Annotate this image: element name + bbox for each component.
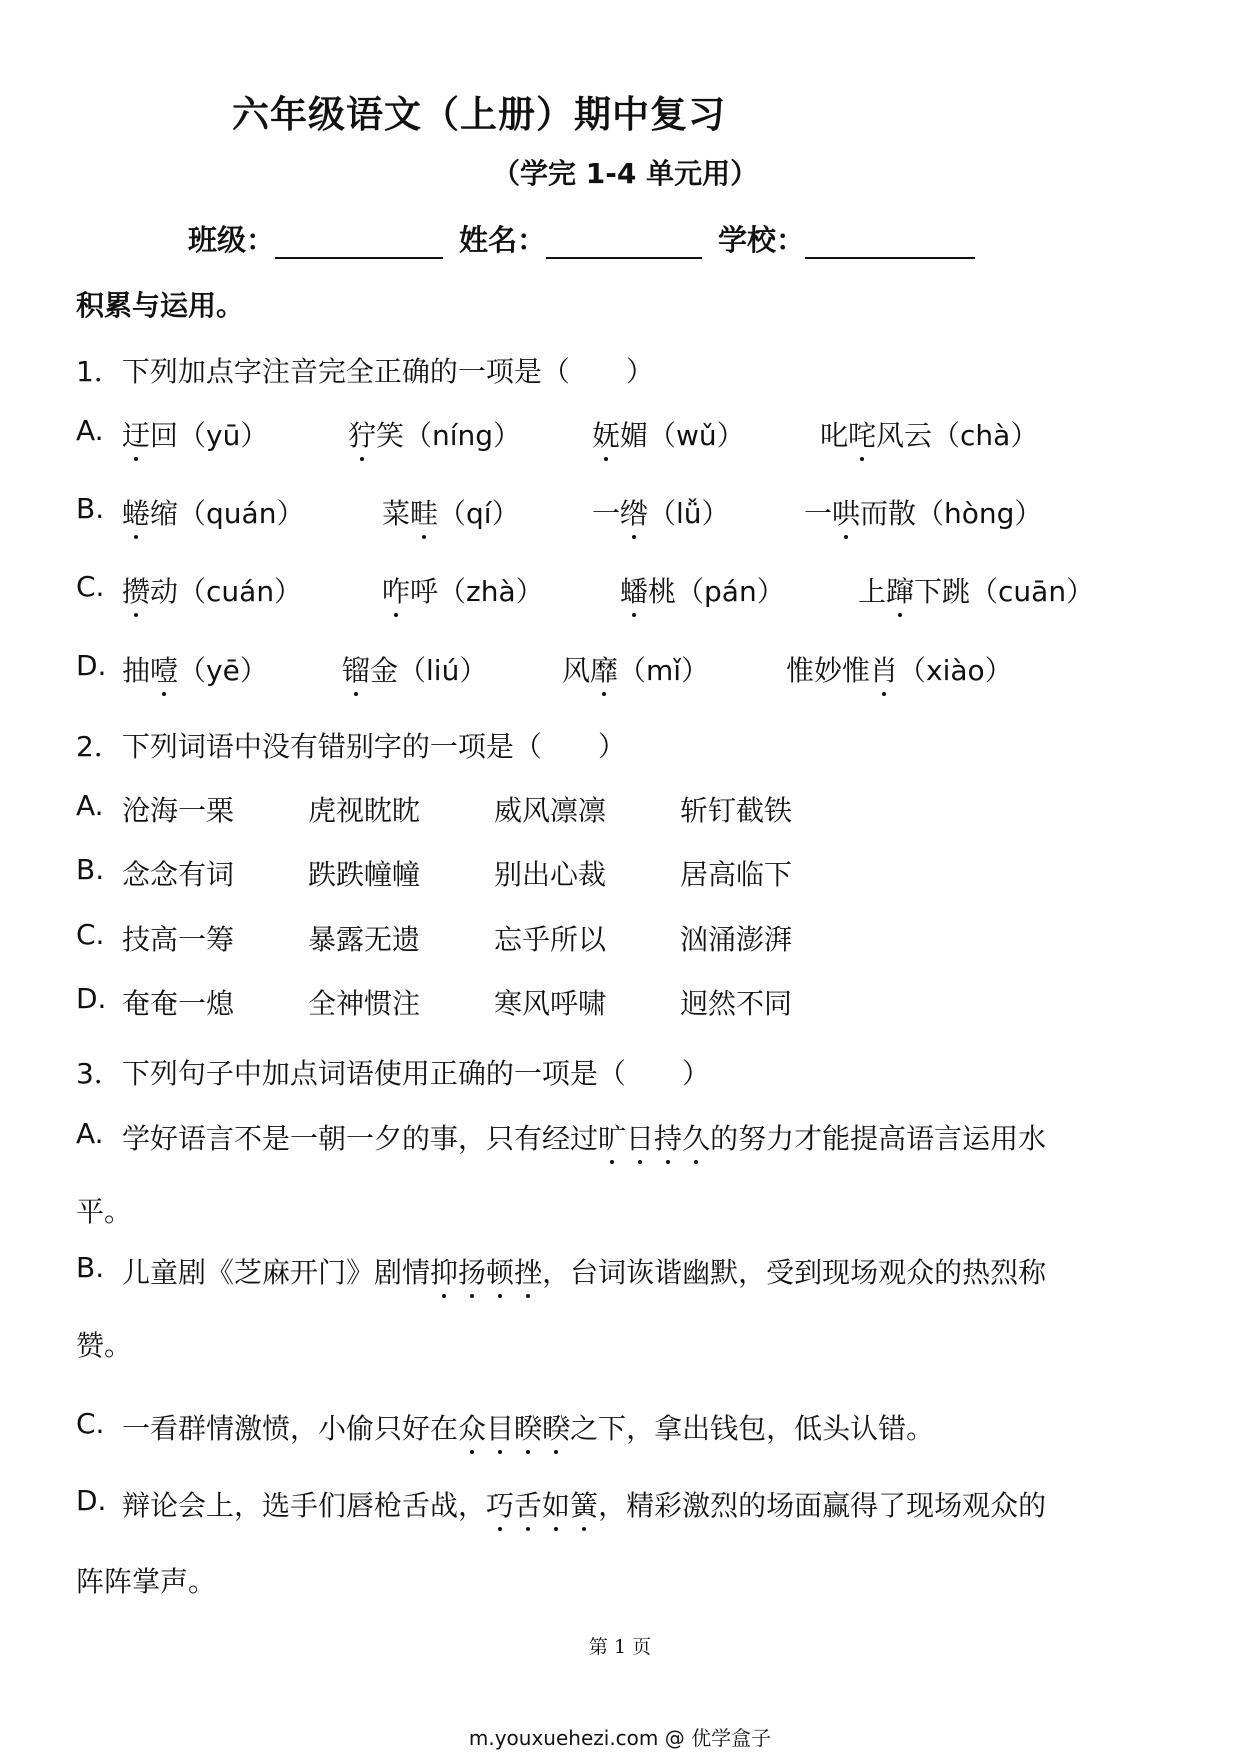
q2-word: 技高一筹 bbox=[122, 923, 235, 956]
school-label: 学校： bbox=[718, 223, 806, 257]
dotted-char: 巧 bbox=[486, 1484, 514, 1524]
q2-option-letter[interactable]: A. bbox=[76, 789, 104, 822]
q1-option-item: 迂回（yū） bbox=[122, 414, 268, 454]
q3-option-text: 学好语言不是一朝一夕的事，只有经过旷日持久的努力才能提高语言运用水 bbox=[122, 1117, 1046, 1157]
dotted-char: 如 bbox=[542, 1484, 570, 1524]
dotted-char: 蹿 bbox=[886, 570, 914, 610]
dotted-char: 妩 bbox=[592, 414, 620, 454]
q1-option-item: 咋呼（zhà） bbox=[382, 570, 544, 610]
q1-option-item: 上蹿下跳（cuān） bbox=[858, 570, 1094, 610]
q1-option-item: 抽噎（yē） bbox=[122, 649, 268, 689]
dotted-char: 绺 bbox=[620, 492, 648, 532]
dotted-char: 久 bbox=[682, 1117, 710, 1157]
dotted-char: 咋 bbox=[382, 570, 410, 610]
q1-option-letter[interactable]: D. bbox=[76, 649, 107, 682]
dotted-char: 舌 bbox=[514, 1484, 542, 1524]
q3-option-letter[interactable]: C. bbox=[76, 1407, 105, 1440]
dotted-char: 肖 bbox=[870, 649, 898, 689]
dotted-char: 哄 bbox=[832, 492, 860, 532]
q2-word: 忘乎所以 bbox=[494, 923, 607, 956]
dotted-char: 持 bbox=[654, 1117, 682, 1157]
q2-option-letter[interactable]: D. bbox=[76, 982, 107, 1015]
section-heading: 积累与运用。 bbox=[76, 289, 245, 322]
q1-option-letter[interactable]: C. bbox=[76, 570, 105, 603]
q2-word: 全神惯注 bbox=[308, 987, 421, 1020]
q1-option-item: 风靡（mǐ） bbox=[562, 649, 709, 689]
dotted-char: 咤 bbox=[848, 414, 876, 454]
dotted-char: 蟠 bbox=[620, 570, 648, 610]
q2-word: 暴露无遗 bbox=[308, 923, 421, 956]
dotted-char: 挫 bbox=[514, 1251, 542, 1291]
class-blank[interactable] bbox=[275, 227, 443, 259]
student-info-line bbox=[188, 218, 975, 259]
dotted-char: 睽 bbox=[542, 1407, 570, 1447]
q1-option-item: 菜畦（qí） bbox=[382, 492, 520, 532]
q1-option-item: 攒动（cuán） bbox=[122, 570, 302, 610]
dotted-char: 靡 bbox=[590, 649, 618, 689]
q2-word: 别出心裁 bbox=[494, 858, 607, 891]
footer-watermark: m.youxuehezi.com @ 优学盒子 bbox=[468, 1726, 772, 1750]
q2-word: 斩钉截铁 bbox=[680, 794, 793, 827]
q3-option-letter[interactable]: B. bbox=[76, 1251, 105, 1284]
dotted-char: 蜷 bbox=[122, 492, 150, 532]
page-number: 第 1 页 bbox=[588, 1636, 652, 1658]
page-subtitle: （学完 1-4 单元用） bbox=[492, 157, 759, 190]
dotted-char: 迂 bbox=[122, 414, 150, 454]
dotted-char: 簧 bbox=[570, 1484, 598, 1524]
dotted-char: 攒 bbox=[122, 570, 150, 610]
dotted-char: 旷 bbox=[598, 1117, 626, 1157]
q3-option-continuation: 平。 bbox=[76, 1195, 133, 1228]
dotted-char: 扬 bbox=[458, 1251, 486, 1291]
q3-option-letter[interactable]: A. bbox=[76, 1117, 104, 1150]
dotted-char: 众 bbox=[458, 1407, 486, 1447]
q2-word: 奄奄一熄 bbox=[122, 987, 235, 1020]
q3-option-text: 一看群情激愤，小偷只好在众目睽睽之下，拿出钱包，低头认错。 bbox=[122, 1407, 934, 1447]
q3-option-text: 辩论会上，选手们唇枪舌战，巧舌如簧，精彩激烈的场面赢得了现场观众的 bbox=[122, 1484, 1046, 1524]
name-label: 姓名： bbox=[459, 223, 547, 257]
q2-word: 念念有词 bbox=[122, 858, 235, 891]
dotted-char: 噎 bbox=[150, 649, 178, 689]
q3-stem: 3．下列句子中加点词语使用正确的一项是（ ） bbox=[76, 1057, 710, 1090]
q1-option-item: 蜷缩（quán） bbox=[122, 492, 304, 532]
class-label: 班级： bbox=[188, 223, 276, 257]
dotted-char: 镏 bbox=[342, 649, 370, 689]
q1-option-item: 狞笑（níng） bbox=[348, 414, 521, 454]
q1-option-item: 蟠桃（pán） bbox=[620, 570, 785, 610]
q2-option-letter[interactable]: C. bbox=[76, 918, 105, 951]
q3-option-continuation: 阵阵掌声。 bbox=[76, 1565, 217, 1598]
q1-option-item: 妩媚（wǔ） bbox=[592, 414, 745, 454]
page-title: 六年级语文（上册）期中复习 bbox=[232, 93, 726, 136]
dotted-char: 畦 bbox=[410, 492, 438, 532]
q1-option-item: 惟妙惟肖（xiào） bbox=[786, 649, 1013, 689]
q1-stem: 1．下列加点字注音完全正确的一项是（ ） bbox=[76, 355, 654, 388]
q2-word: 寒风呼啸 bbox=[494, 987, 607, 1020]
q2-word: 虎视眈眈 bbox=[308, 794, 421, 827]
q1-option-item: 一绺（lǚ） bbox=[592, 492, 730, 532]
q2-word: 威风凛凛 bbox=[494, 794, 607, 827]
q1-option-letter[interactable]: B. bbox=[76, 492, 105, 525]
q2-word: 汹涌澎湃 bbox=[680, 923, 793, 956]
q2-word: 迥然不同 bbox=[680, 987, 793, 1020]
dotted-char: 目 bbox=[486, 1407, 514, 1447]
q3-option-letter[interactable]: D. bbox=[76, 1484, 107, 1517]
name-blank[interactable] bbox=[546, 227, 702, 259]
q3-option-continuation: 赞。 bbox=[76, 1329, 133, 1362]
q2-word: 沧海一栗 bbox=[122, 794, 235, 827]
q1-option-item: 一哄而散（hòng） bbox=[804, 492, 1042, 532]
q2-stem: 2．下列词语中没有错别字的一项是（ ） bbox=[76, 730, 626, 763]
school-blank[interactable] bbox=[805, 227, 975, 259]
q1-option-item: 叱咤风云（chà） bbox=[820, 414, 1038, 454]
dotted-char: 狞 bbox=[348, 414, 376, 454]
dotted-char: 抑 bbox=[430, 1251, 458, 1291]
dotted-char: 顿 bbox=[486, 1251, 514, 1291]
q2-word: 居高临下 bbox=[680, 858, 793, 891]
dotted-char: 日 bbox=[626, 1117, 654, 1157]
q3-option-text: 儿童剧《芝麻开门》剧情抑扬顿挫，台词诙谐幽默，受到现场观众的热烈称 bbox=[122, 1251, 1046, 1291]
q2-option-letter[interactable]: B. bbox=[76, 853, 105, 886]
q2-word: 跌跌幢幢 bbox=[308, 858, 421, 891]
dotted-char: 睽 bbox=[514, 1407, 542, 1447]
q1-option-letter[interactable]: A. bbox=[76, 414, 104, 447]
q1-option-item: 镏金（liú） bbox=[342, 649, 487, 689]
